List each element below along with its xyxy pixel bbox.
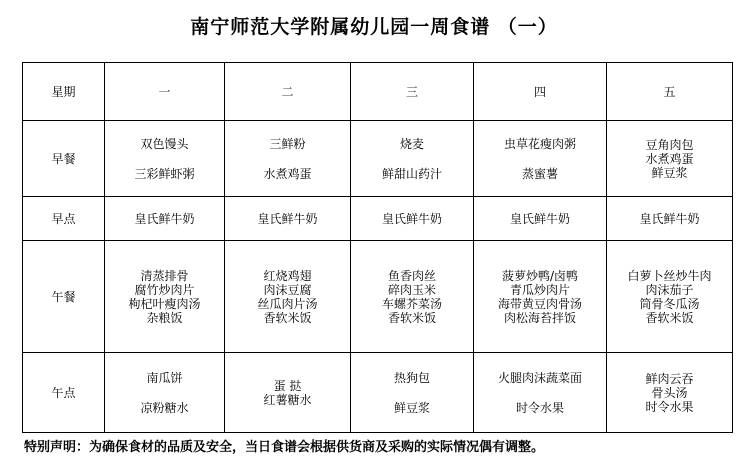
menu-cell (105, 197, 225, 241)
dish-item: 菠萝炒鸭/卤鸭 (501, 268, 579, 283)
dish-list (607, 372, 732, 414)
dish-list (351, 212, 473, 226)
dish-item: 白萝卜丝炒牛肉 (627, 268, 712, 283)
dish-list (225, 379, 350, 407)
dish-item: 肉沫茄子 (645, 282, 694, 297)
dish-item: 肉沫豆腐 (263, 282, 312, 297)
meal-name: 午点 (23, 353, 105, 433)
dish-item: 皇氏鲜牛奶 (381, 211, 442, 226)
dish-item: 枸杞叶瘦肉汤 (128, 296, 201, 311)
dish-item: 凉粉糖水 (140, 400, 189, 415)
dish-list (225, 269, 350, 325)
menu-cell (225, 121, 351, 197)
dish-list (474, 137, 606, 181)
menu-cell (607, 197, 733, 241)
dish-item: 香软米饭 (387, 310, 436, 325)
dish-item: 热狗包 (393, 370, 430, 385)
dish-item: 鱼香肉丝 (387, 268, 436, 283)
meal-row-afternoon-snack (23, 353, 733, 433)
meal-name: 早点 (23, 197, 105, 241)
menu-cell (105, 121, 225, 197)
special-notice: 特别声明：为确保食材的品质及安全，当日食谱会根据供货商及采购的实际情况偶有调整。 (24, 440, 545, 455)
dish-item: 烧麦 (399, 136, 424, 151)
page-title: 南宁师范大学附属幼儿园一周食谱 （一） (190, 16, 558, 38)
dish-item: 皇氏鲜牛奶 (134, 211, 195, 226)
meal-name: 早餐 (23, 121, 105, 197)
menu-cell (351, 241, 474, 353)
dish-item: 红薯糖水 (263, 392, 312, 407)
meal-row-breakfast (23, 121, 733, 197)
menu-cell (474, 353, 607, 433)
dish-item: 香软米饭 (263, 310, 312, 325)
dish-item: 鲜甜山药汁 (381, 166, 442, 181)
dish-item: 青瓜炒肉片 (509, 282, 570, 297)
dish-item: 杂粮饭 (146, 310, 183, 325)
dish-item: 虫草花瘦肉粥 (503, 136, 576, 151)
dish-item: 鲜豆浆 (393, 400, 430, 415)
dish-item: 肉松海苔拌饭 (503, 310, 576, 325)
meal-row-lunch (23, 241, 733, 353)
dish-item: 骨头汤 (651, 385, 688, 400)
dish-item: 丝瓜肉片汤 (257, 296, 318, 311)
dish-item: 水煮鸡蛋 (645, 151, 694, 166)
dish-item: 海带黄豆肉骨汤 (497, 296, 582, 311)
meal-name: 午餐 (23, 241, 105, 353)
menu-cell (351, 353, 474, 433)
dish-item: 三鲜粉 (269, 136, 306, 151)
menu-cell (351, 197, 474, 241)
day-header-mon: 一 (105, 63, 225, 121)
dish-list (105, 212, 224, 226)
header-label: 星期 (23, 63, 105, 121)
dish-item: 水煮鸡蛋 (263, 166, 312, 181)
menu-cell (607, 241, 733, 353)
dish-list (351, 269, 473, 325)
dish-list (105, 371, 224, 415)
dish-item: 清蒸排骨 (140, 268, 189, 283)
menu-cell (105, 353, 225, 433)
dish-item: 香软米饭 (645, 310, 694, 325)
menu-cell (607, 121, 733, 197)
dish-item: 火腿肉沫蔬菜面 (497, 370, 582, 385)
day-header-fri: 五 (607, 63, 733, 121)
dish-list (351, 371, 473, 415)
dish-item: 南瓜饼 (146, 370, 183, 385)
dish-item: 三彩鲜虾粥 (134, 166, 195, 181)
dish-item: 红烧鸡翅 (263, 268, 312, 283)
dish-list (607, 138, 732, 180)
weekly-menu-table (22, 62, 733, 433)
menu-cell (225, 353, 351, 433)
dish-item: 筒骨冬瓜汤 (639, 296, 700, 311)
dish-list (474, 212, 606, 226)
dish-item: 皇氏鲜牛奶 (639, 211, 700, 226)
menu-cell (225, 197, 351, 241)
menu-cell (474, 241, 607, 353)
header-row (23, 63, 733, 121)
menu-cell (105, 241, 225, 353)
dish-list (474, 371, 606, 415)
dish-list (351, 137, 473, 181)
dish-item: 碎肉玉米 (387, 282, 436, 297)
dish-item: 蒸蜜薯 (521, 166, 558, 181)
dish-list (607, 269, 732, 325)
dish-item: 鲜豆浆 (651, 165, 688, 180)
menu-cell (607, 353, 733, 433)
day-header-tue: 二 (225, 63, 351, 121)
dish-list (225, 137, 350, 181)
dish-list (474, 269, 606, 325)
dish-item: 双色馒头 (140, 136, 189, 151)
day-header-thu: 四 (474, 63, 607, 121)
dish-list (105, 269, 224, 325)
dish-item: 时令水果 (515, 400, 564, 415)
dish-item: 蛋 挞 (273, 378, 302, 393)
dish-item: 皇氏鲜牛奶 (509, 211, 570, 226)
meal-row-morning-snack (23, 197, 733, 241)
dish-item: 时令水果 (645, 399, 694, 414)
day-header-wed: 三 (351, 63, 474, 121)
dish-list (105, 137, 224, 181)
menu-cell (225, 241, 351, 353)
dish-item: 车螺芥菜汤 (381, 296, 442, 311)
dish-item: 皇氏鲜牛奶 (257, 211, 318, 226)
menu-cell (474, 121, 607, 197)
dish-list (225, 212, 350, 226)
menu-cell (351, 121, 474, 197)
dish-item: 豆角肉包 (645, 137, 694, 152)
dish-item: 鲜肉云吞 (645, 371, 694, 386)
menu-cell (474, 197, 607, 241)
dish-item: 腐竹炒肉片 (134, 282, 195, 297)
dish-list (607, 212, 732, 226)
